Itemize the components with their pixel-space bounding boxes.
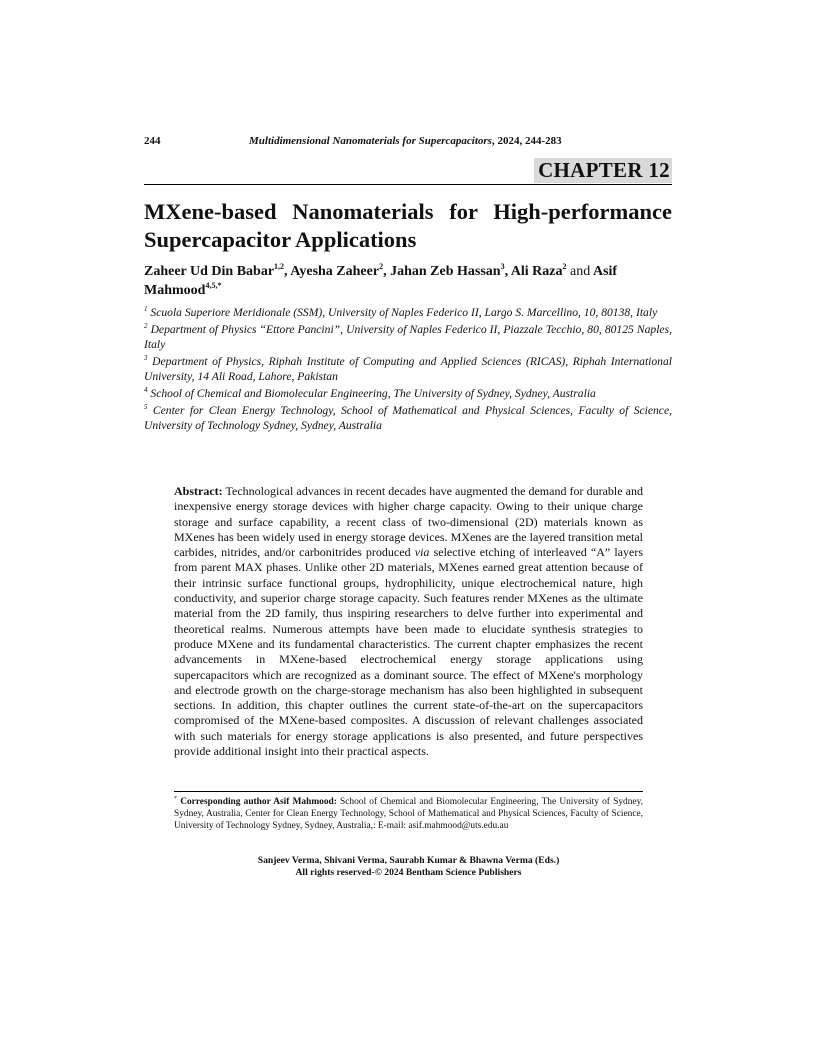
author-name: Zaheer Ud Din Babar [144, 264, 275, 279]
affiliation-text: Department of Physics, Riphah Institute of Computing and Applied Sciences (RICAS), Riphah International University, 14 Ali Road, Lahore, Pakistan [144, 355, 672, 383]
journal-citation [249, 134, 562, 148]
affiliation-text: Department of Physics “Ettore Pancini”, University of Naples Federico II, Piazzale Tecchio, 80, 80125 Naples, Italy [144, 323, 672, 351]
author-list [144, 262, 672, 300]
editors-line: Sanjeev Verma, Shivani Verma, Saurabh Kumar & Bhawna Verma (Eds.) [257, 855, 560, 866]
affiliation-item [144, 322, 672, 352]
footnote-mark: * [174, 796, 177, 802]
author-separator: , [284, 264, 291, 279]
author-affiliation-mark: 2 [562, 262, 567, 271]
abstract [174, 484, 643, 759]
footnote-label: Corresponding author Asif Mahmood: [177, 797, 337, 807]
affiliation-item [144, 403, 672, 433]
author-affiliation-mark: 3 [500, 262, 505, 271]
author-conjunction: and [570, 264, 591, 279]
affiliation-text: Center for Clean Energy Technology, School of Mathematical and Physical Sciences, Faculty of Science, University of Technology Sydney, Sydney, Australia [144, 404, 672, 432]
author-separator: , [504, 264, 511, 279]
abstract-emphasis: via [414, 545, 430, 560]
journal-title: Multidimensional Nanomaterials for Supercapacitors [249, 135, 492, 147]
corresponding-author-footnote [174, 796, 643, 832]
footnote-text: School of Chemical and Biomolecular Engineering, The University of Sydney, Sydney, Australia, Center for Clean Energy Technology, School of Mathematical and Physical Sciences, Faculty of Science, University of Technology Sydney, Sydney, Australia,: E-mail: asif.mahmood@uts.edu.au [174, 797, 643, 831]
affiliation-item [144, 305, 672, 320]
affiliation-list [144, 305, 672, 435]
page-number: 244 [144, 135, 161, 147]
chapter-label: CHAPTER 12 [534, 158, 672, 183]
affiliation-item [144, 354, 672, 384]
abstract-label: Abstract: [174, 484, 223, 498]
copyright-line: All rights reserved-© 2024 Bentham Science Publishers [295, 867, 522, 878]
affiliation-text: School of Chemical and Biomolecular Engineering, The University of Sydney, Sydney, Australia [150, 387, 596, 400]
affiliation-number: 4 [144, 386, 148, 394]
affiliation-item [144, 386, 672, 401]
journal-info: , 2024, 244-283 [491, 135, 562, 147]
abstract-text: selective etching of interleaved “A” layers from parent MAX phases. Unlike other 2D materials, MXenes earned great attention because of their intrinsic surface functional groups, hydrophilicity, unique electrochemical nature, high conductivity, and superior charge storage capacity. Such features render MXenes as the ultimate material from the 2D family, thus inspiring researchers to delve further into experimental and theoretical realms. Numerous attempts have been made to elucidate synthesis strategies to produce MXene and its fundamental characteristics. The current chapter emphasizes the recent advancements in MXene-based electrochemical energy storage applications using supercapacitors which are recognized as a dominant source. The effect of MXene's morphology and electrode growth on the charge-storage mechanism has also been highlighted in subsequent sections. In addition, this chapter outlines the current state-of-the-art on the supercapacitors compromised of the MXene-based composites. A discussion of relevant challenges associated with such materials for energy storage applications is also presented, and future perspectives provide additional insight into their practical aspects. [174, 545, 644, 759]
publisher-info [174, 855, 643, 879]
author-separator: , [383, 264, 391, 279]
affiliation-number: 5 [144, 403, 148, 411]
author-affiliation-mark: 4,5,* [205, 281, 222, 290]
affiliation-number: 3 [144, 354, 148, 362]
affiliation-text: Scuola Superiore Meridionale (SSM), University of Naples Federico II, Largo S. Marcellino, 10, 80138, Italy [150, 306, 658, 319]
author-name: Asif Mahmood [144, 264, 618, 298]
footnote-divider [174, 791, 643, 792]
author-affiliation-mark: 2 [379, 262, 384, 271]
chapter-header [144, 158, 672, 185]
abstract-text: Technological advances in recent decades have augmented the demand for durable and inexpensive energy storage devices with higher charge capacity. Owing to their unique charge storage and surface capability, a recent class of two-dimensional (2D) materials known as MXenes has been widely used in energy storage devices. MXenes are the layered transition metal carbides, nitrides, and/or carbonitrides produced [174, 484, 643, 560]
author-name: Jahan Zeb Hassan [390, 264, 501, 279]
affiliation-number: 2 [144, 322, 148, 330]
author-name: Ali Raza [510, 264, 563, 279]
author-name: Ayesha Zaheer [290, 264, 380, 279]
affiliation-number: 1 [144, 305, 148, 313]
author-affiliation-mark: 1,2 [274, 262, 285, 271]
chapter-title: MXene-based Nanomaterials for High-performance Supercapacitor Applications [144, 199, 672, 252]
